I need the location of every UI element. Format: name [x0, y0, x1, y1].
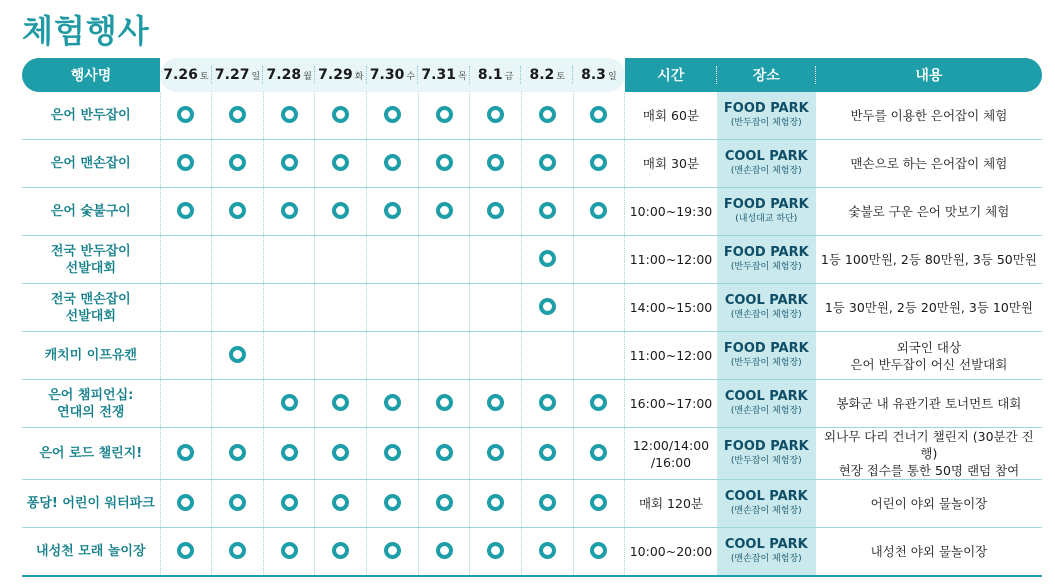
table-row — [22, 380, 1042, 428]
event-name-line: 선발대회 — [65, 260, 116, 276]
schedule-cell — [263, 188, 315, 236]
event-description — [816, 236, 1042, 284]
event-place — [717, 188, 816, 236]
header-day-weekday: 일 — [251, 72, 261, 82]
circle-mark-icon — [384, 106, 401, 123]
circle-mark-icon — [384, 494, 401, 511]
event-time-line: /16:00 — [650, 454, 692, 470]
circle-mark-icon — [487, 202, 504, 219]
place-name: COOL PARK — [724, 292, 808, 308]
event-description-line: 외나무 다리 건너기 챌린지 (30분간 진행) — [824, 429, 1034, 461]
circle-mark-icon — [177, 494, 194, 511]
header-day-weekday: 일 — [607, 72, 617, 82]
event-name-line: 선발대회 — [65, 308, 116, 324]
circle-mark-icon — [487, 106, 504, 123]
schedule-cell — [212, 236, 264, 284]
table-row — [22, 528, 1042, 577]
table-header — [22, 58, 1042, 92]
schedule-cell — [573, 380, 625, 428]
circle-mark-icon — [487, 494, 504, 511]
circle-mark-icon — [436, 394, 453, 411]
place-detail: (맨손잡이 체험장) — [730, 505, 802, 516]
event-time — [625, 92, 717, 140]
circle-mark-icon — [539, 394, 556, 411]
schedule-cell — [573, 332, 625, 380]
schedule-cell — [470, 284, 522, 332]
event-time — [625, 528, 717, 577]
schedule-cell — [263, 284, 315, 332]
schedule-cell — [315, 236, 367, 284]
event-time — [625, 284, 717, 332]
circle-mark-icon — [539, 298, 556, 315]
schedule-cell — [418, 236, 470, 284]
event-time-line: 10:00~20:00 — [629, 544, 713, 559]
header-day-7.31 — [418, 58, 470, 92]
schedule-cell — [212, 528, 264, 577]
event-description-line: 내성천 야외 물놀이장 — [870, 544, 988, 559]
event-name-line: 캐치미 이프유캔 — [44, 348, 137, 363]
header-place — [717, 58, 816, 92]
event-description — [816, 92, 1042, 140]
schedule-cell — [367, 140, 419, 188]
event-place — [717, 428, 816, 480]
schedule-cell — [315, 92, 367, 140]
schedule-cell — [160, 428, 212, 480]
schedule-cell — [470, 480, 522, 528]
event-time — [625, 480, 717, 528]
schedule-cell — [521, 236, 573, 284]
schedule-cell — [212, 428, 264, 480]
event-time-line: 매회 60분 — [642, 108, 700, 123]
place-detail: (맨손잡이 체험장) — [730, 405, 802, 416]
schedule-cell — [573, 428, 625, 480]
circle-mark-icon — [590, 154, 607, 171]
header-place-label: 장소 — [752, 68, 780, 84]
event-name — [22, 480, 160, 528]
schedule-cell — [367, 380, 419, 428]
header-desc — [816, 58, 1042, 92]
schedule-cell — [160, 284, 212, 332]
schedule-cell — [418, 140, 470, 188]
circle-mark-icon — [590, 394, 607, 411]
schedule-cell — [367, 480, 419, 528]
circle-mark-icon — [177, 444, 194, 461]
circle-mark-icon — [436, 444, 453, 461]
event-description-line: 어린이 야외 물놀이장 — [870, 496, 988, 511]
event-description — [816, 480, 1042, 528]
schedule-cell — [573, 92, 625, 140]
schedule-cell — [160, 92, 212, 140]
circle-mark-icon — [229, 444, 246, 461]
header-day-date: 8.2 — [529, 67, 555, 83]
circle-mark-icon — [539, 542, 556, 559]
schedule-cell — [470, 140, 522, 188]
circle-mark-icon — [487, 542, 504, 559]
event-description-line: 외국인 대상 — [896, 339, 962, 355]
header-day-date: 7.27 — [214, 67, 250, 83]
circle-mark-icon — [539, 250, 556, 267]
place-name: FOOD PARK — [723, 100, 809, 116]
circle-mark-icon — [177, 542, 194, 559]
table-body — [22, 92, 1042, 576]
header-event-name: 행사명 — [22, 58, 160, 92]
schedule-cell — [315, 332, 367, 380]
schedule-cell — [418, 188, 470, 236]
event-name-line: 은어 맨손잡이 — [50, 156, 131, 171]
event-time-line: 매회 120분 — [638, 496, 703, 511]
schedule-cell — [573, 284, 625, 332]
schedule-cell — [470, 188, 522, 236]
schedule-cell — [212, 92, 264, 140]
table-row — [22, 236, 1042, 284]
page-title: 체험행사 — [22, 12, 150, 50]
place-detail: (맨손잡이 체험장) — [730, 553, 802, 564]
header-day-8.2 — [521, 58, 573, 92]
event-name — [22, 140, 160, 188]
circle-mark-icon — [539, 106, 556, 123]
circle-mark-icon — [436, 494, 453, 511]
schedule-cell — [470, 380, 522, 428]
schedule-cell — [315, 284, 367, 332]
table-row — [22, 140, 1042, 188]
circle-mark-icon — [281, 494, 298, 511]
header-day-7.28 — [263, 58, 315, 92]
event-description — [816, 284, 1042, 332]
schedule-cell — [470, 92, 522, 140]
header-day-7.26 — [160, 58, 212, 92]
event-name — [22, 380, 160, 428]
circle-mark-icon — [229, 542, 246, 559]
circle-mark-icon — [229, 202, 246, 219]
event-name — [22, 528, 160, 577]
table-row — [22, 92, 1042, 140]
schedule-cell — [521, 428, 573, 480]
event-place — [717, 92, 816, 140]
header-day-date: 7.30 — [369, 67, 405, 83]
circle-mark-icon — [177, 154, 194, 171]
schedule-cell — [315, 480, 367, 528]
circle-mark-icon — [487, 444, 504, 461]
place-detail: (맨손잡이 체험장) — [730, 165, 802, 176]
schedule-cell — [367, 332, 419, 380]
schedule-cell — [263, 528, 315, 577]
circle-mark-icon — [281, 106, 298, 123]
place-detail: (반두잡이 체험장) — [730, 455, 802, 466]
event-description-line: 봉화군 내 유관기관 토너먼트 대회 — [836, 396, 1022, 411]
schedule-cell — [573, 236, 625, 284]
circle-mark-icon — [590, 444, 607, 461]
place-name: COOL PARK — [724, 148, 808, 164]
event-description-line: 1등 30만원, 2등 20만원, 3등 10만원 — [824, 300, 1033, 315]
circle-mark-icon — [177, 106, 194, 123]
event-time — [625, 428, 717, 480]
event-time — [625, 380, 717, 428]
schedule-cell — [470, 236, 522, 284]
schedule-cell — [418, 380, 470, 428]
event-description — [816, 332, 1042, 380]
schedule-cell — [263, 140, 315, 188]
schedule-cell — [521, 284, 573, 332]
events-table — [22, 58, 1042, 577]
circle-mark-icon — [229, 346, 246, 363]
schedule-cell — [367, 428, 419, 480]
circle-mark-icon — [384, 154, 401, 171]
table-row — [22, 332, 1042, 380]
place-detail: (내성대교 하단) — [735, 213, 798, 224]
event-description-line: 맨손으로 하는 은어잡이 체험 — [850, 156, 1008, 171]
schedule-cell — [418, 92, 470, 140]
schedule-cell — [160, 332, 212, 380]
header-day-date: 8.1 — [477, 67, 503, 83]
schedule-cell — [521, 480, 573, 528]
circle-mark-icon — [332, 444, 349, 461]
circle-mark-icon — [384, 444, 401, 461]
schedule-cell — [160, 188, 212, 236]
place-detail: (반두잡이 체험장) — [730, 357, 802, 368]
place-name: FOOD PARK — [723, 196, 809, 212]
schedule-cell — [521, 188, 573, 236]
place-name: COOL PARK — [724, 536, 808, 552]
event-name-line: 은어 숯불구이 — [50, 204, 131, 219]
place-name: COOL PARK — [724, 488, 808, 504]
header-day-weekday: 토 — [556, 72, 566, 82]
table-row — [22, 188, 1042, 236]
schedule-cell — [160, 480, 212, 528]
header-day-8.3 — [573, 58, 625, 92]
table-row — [22, 480, 1042, 528]
circle-mark-icon — [332, 542, 349, 559]
circle-mark-icon — [436, 542, 453, 559]
event-name — [22, 236, 160, 284]
event-time — [625, 140, 717, 188]
schedule-cell — [521, 332, 573, 380]
circle-mark-icon — [436, 154, 453, 171]
event-description-line: 은어 반두잡이 어신 선발대회 — [850, 356, 1008, 372]
header-day-date: 7.31 — [421, 67, 456, 83]
event-place — [717, 380, 816, 428]
event-place — [717, 528, 816, 577]
place-name: FOOD PARK — [723, 340, 809, 356]
circle-mark-icon — [590, 202, 607, 219]
schedule-cell — [212, 480, 264, 528]
circle-mark-icon — [590, 542, 607, 559]
circle-mark-icon — [332, 202, 349, 219]
header-day-date: 7.26 — [163, 67, 198, 83]
circle-mark-icon — [487, 394, 504, 411]
schedule-cell — [212, 188, 264, 236]
circle-mark-icon — [332, 394, 349, 411]
schedule-cell — [315, 428, 367, 480]
event-name-line: 은어 로드 챌린지! — [39, 446, 143, 461]
circle-mark-icon — [539, 494, 556, 511]
header-day-7.30 — [367, 58, 419, 92]
schedule-cell — [367, 188, 419, 236]
table-row — [22, 284, 1042, 332]
schedule-cell — [212, 140, 264, 188]
schedule-cell — [418, 528, 470, 577]
header-day-weekday: 목 — [457, 72, 467, 82]
schedule-cell — [418, 284, 470, 332]
schedule-cell — [470, 528, 522, 577]
schedule-cell — [367, 236, 419, 284]
event-name-line: 전국 반두잡이 — [50, 243, 131, 259]
event-description-line: 1등 100만원, 2등 80만원, 3등 50만원 — [820, 252, 1037, 267]
event-name — [22, 428, 160, 480]
header-day-date: 8.3 — [581, 67, 606, 83]
place-detail: (맨손잡이 체험장) — [730, 309, 802, 320]
circle-mark-icon — [590, 106, 607, 123]
event-time — [625, 332, 717, 380]
circle-mark-icon — [281, 542, 298, 559]
event-time — [625, 188, 717, 236]
schedule-cell — [315, 188, 367, 236]
event-name — [22, 92, 160, 140]
circle-mark-icon — [436, 202, 453, 219]
schedule-cell — [263, 480, 315, 528]
event-time-line: 12:00/14:00 — [632, 437, 710, 453]
schedule-cell — [521, 380, 573, 428]
schedule-cell — [367, 92, 419, 140]
schedule-cell — [212, 284, 264, 332]
place-name: COOL PARK — [724, 388, 808, 404]
event-description-line: 숯불로 구운 은어 맛보기 체험 — [848, 204, 1010, 219]
schedule-cell — [573, 528, 625, 577]
event-name-line: 은어 반두잡이 — [50, 108, 131, 123]
header-day-weekday: 수 — [406, 72, 416, 82]
event-name-line: 전국 맨손잡이 — [50, 291, 131, 307]
event-time-line: 10:00~19:30 — [629, 204, 713, 219]
schedule-cell — [573, 480, 625, 528]
event-description — [816, 528, 1042, 577]
circle-mark-icon — [590, 494, 607, 511]
schedule-cell — [367, 528, 419, 577]
circle-mark-icon — [384, 542, 401, 559]
event-name — [22, 284, 160, 332]
event-place — [717, 140, 816, 188]
schedule-cell — [263, 428, 315, 480]
schedule-cell — [212, 380, 264, 428]
circle-mark-icon — [229, 154, 246, 171]
header-time-label: 시간 — [657, 68, 685, 84]
circle-mark-icon — [332, 494, 349, 511]
event-name-line: 퐁당! 어린이 워터파크 — [26, 496, 155, 511]
schedule-cell — [418, 332, 470, 380]
header-desc-label: 내용 — [915, 68, 943, 84]
schedule-cell — [521, 140, 573, 188]
circle-mark-icon — [384, 202, 401, 219]
place-detail: (반두잡이 체험장) — [730, 117, 802, 128]
circle-mark-icon — [487, 154, 504, 171]
circle-mark-icon — [539, 202, 556, 219]
circle-mark-icon — [281, 154, 298, 171]
place-name: FOOD PARK — [723, 438, 809, 454]
header-day-8.1 — [470, 58, 522, 92]
schedule-cell — [263, 92, 315, 140]
events-table-wrapper — [22, 58, 1042, 577]
schedule-cell — [263, 332, 315, 380]
event-time-line: 11:00~12:00 — [629, 348, 713, 363]
circle-mark-icon — [177, 202, 194, 219]
circle-mark-icon — [281, 202, 298, 219]
event-place — [717, 480, 816, 528]
event-place — [717, 332, 816, 380]
header-time — [625, 58, 717, 92]
event-time-line: 11:00~12:00 — [629, 252, 713, 267]
event-description — [816, 188, 1042, 236]
event-name-line: 내성천 모래 놀이장 — [36, 544, 146, 559]
event-description-line: 현장 접수를 통한 50명 랜덤 참여 — [838, 463, 1020, 478]
circle-mark-icon — [281, 394, 298, 411]
event-place — [717, 236, 816, 284]
event-name — [22, 332, 160, 380]
circle-mark-icon — [384, 394, 401, 411]
schedule-cell — [160, 236, 212, 284]
circle-mark-icon — [332, 154, 349, 171]
event-description — [816, 428, 1042, 480]
schedule-cell — [418, 428, 470, 480]
header-day-7.29 — [315, 58, 367, 92]
circle-mark-icon — [539, 154, 556, 171]
schedule-cell — [521, 528, 573, 577]
event-description — [816, 380, 1042, 428]
event-place — [717, 284, 816, 332]
event-name-line: 은어 챔피언십: — [48, 387, 134, 403]
event-description — [816, 140, 1042, 188]
event-name — [22, 188, 160, 236]
table-row — [22, 428, 1042, 480]
schedule-cell — [521, 92, 573, 140]
schedule-cell — [263, 380, 315, 428]
header-day-weekday: 화 — [354, 72, 364, 82]
header-day-weekday: 토 — [199, 72, 209, 82]
header-day-7.27 — [212, 58, 264, 92]
schedule-cell — [315, 140, 367, 188]
header-day-weekday: 월 — [303, 72, 312, 82]
place-detail: (반두잡이 체험장) — [730, 261, 802, 272]
circle-mark-icon — [436, 106, 453, 123]
header-day-date: 7.28 — [266, 67, 302, 83]
schedule-cell — [418, 480, 470, 528]
schedule-cell — [315, 528, 367, 577]
event-name-line: 연대의 전쟁 — [57, 404, 125, 420]
schedule-cell — [160, 528, 212, 577]
event-time-line: 16:00~17:00 — [629, 396, 713, 411]
event-time-line: 매회 30분 — [642, 156, 700, 171]
schedule-cell — [367, 284, 419, 332]
schedule-cell — [263, 236, 315, 284]
circle-mark-icon — [332, 106, 349, 123]
circle-mark-icon — [281, 444, 298, 461]
schedule-cell — [470, 332, 522, 380]
schedule-cell — [160, 380, 212, 428]
event-time — [625, 236, 717, 284]
circle-mark-icon — [539, 444, 556, 461]
place-name: FOOD PARK — [723, 244, 809, 260]
header-day-date: 7.29 — [318, 67, 353, 83]
schedule-cell — [315, 380, 367, 428]
schedule-cell — [160, 140, 212, 188]
circle-mark-icon — [229, 494, 246, 511]
event-time-line: 14:00~15:00 — [629, 300, 713, 315]
schedule-cell — [470, 428, 522, 480]
schedule-cell — [212, 332, 264, 380]
circle-mark-icon — [229, 106, 246, 123]
header-day-weekday: 금 — [504, 72, 514, 82]
schedule-cell — [573, 140, 625, 188]
event-description-line: 반두를 이용한 은어잡이 체험 — [850, 108, 1008, 123]
schedule-cell — [573, 188, 625, 236]
